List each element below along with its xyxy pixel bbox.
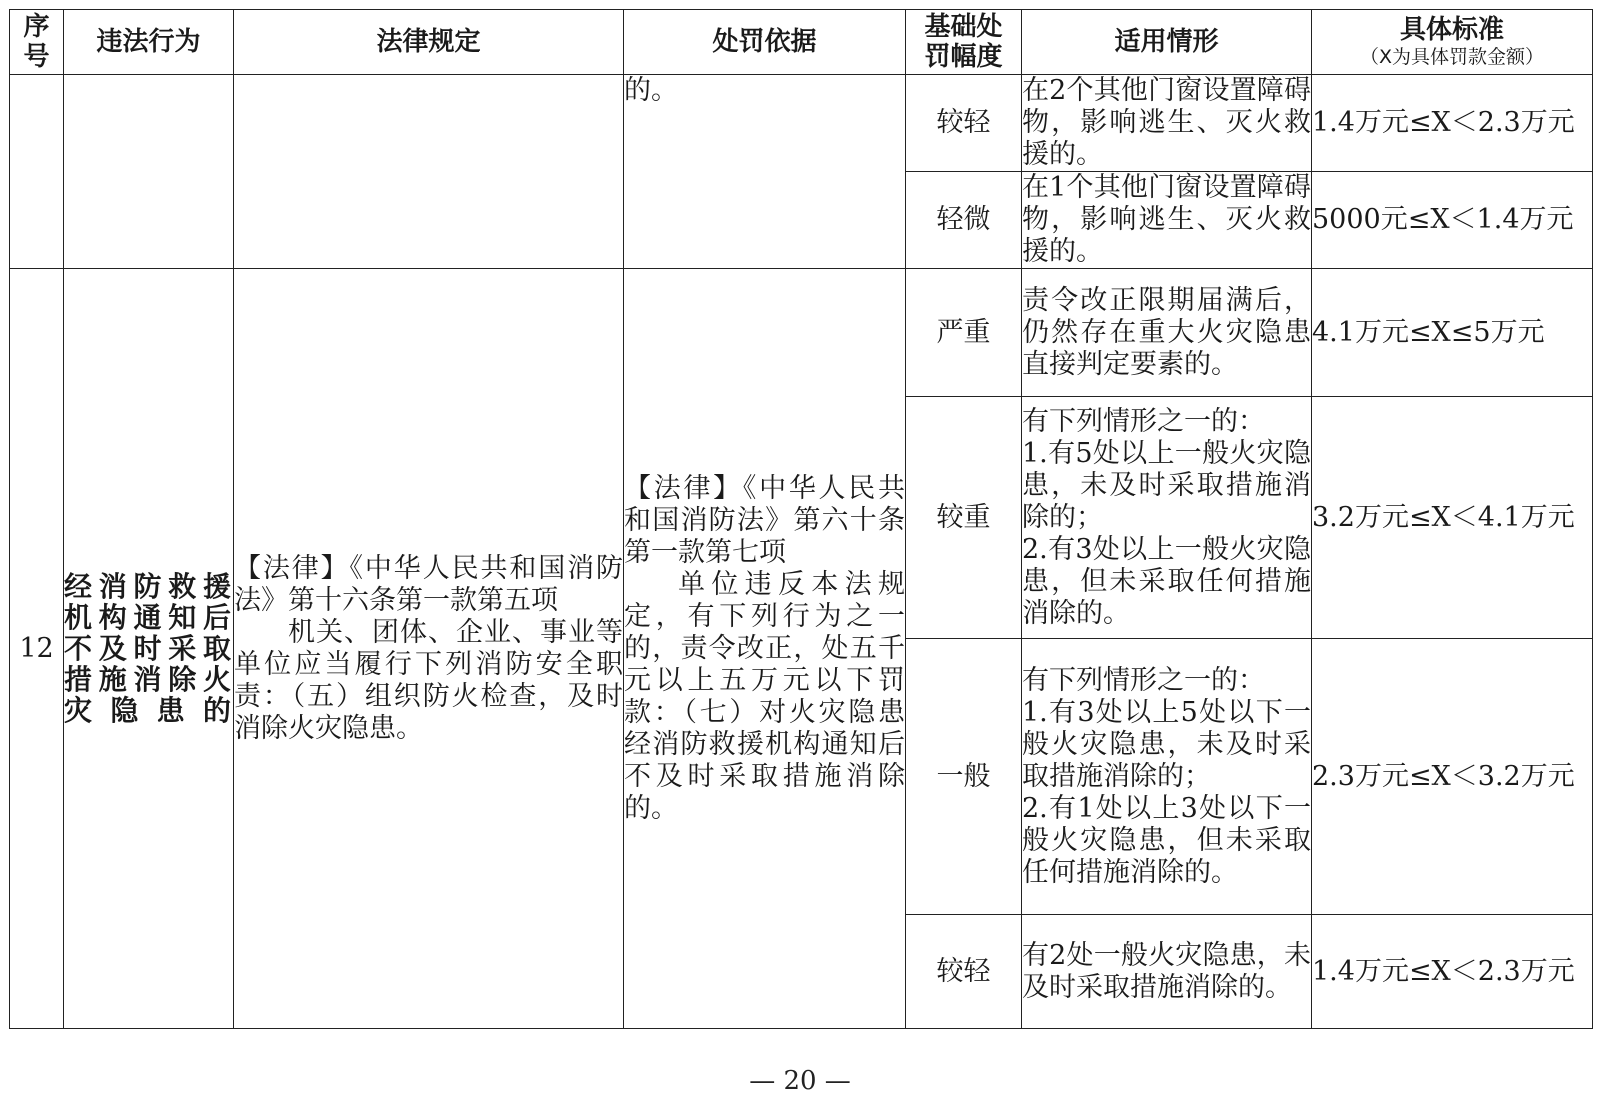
standard-cell: 4.1万元≤X≤5万元 <box>1312 269 1593 397</box>
legal-provision-ref: 【法律】《中华人民共和国消防法》第十六条第一款第五项 <box>234 552 623 616</box>
penalty-basis-text: 单位违反本法规定，有下列行为之一的，责令改正，处五千元以上五万元以下罚款：（七）对火灾隐患经消防救援机构通知后不及时采取措施消除的。 <box>624 568 905 824</box>
basis-continuation: 的。 <box>624 75 906 269</box>
level-cell: 较轻 <box>906 75 1022 172</box>
header-base-range: 基础处罚幅度 <box>906 10 1022 75</box>
standard-cell: 1.4万元≤X＜2.3万元 <box>1312 915 1593 1029</box>
situation-cell: 在1个其他门窗设置障碍物，影响逃生、灭火救援的。 <box>1022 172 1311 267</box>
level-cell: 较重 <box>906 397 1022 639</box>
page-number: — 20 — <box>749 1066 851 1096</box>
situation-cell: 有2处一般火灾隐患，未及时采取措施消除的。 <box>1022 915 1312 1029</box>
penalty-standards-table <box>9 9 1593 1029</box>
table-row <box>10 75 1593 172</box>
violation-cell-empty <box>64 75 234 269</box>
level-cell: 轻微 <box>906 172 1022 269</box>
situation-cell: 有下列情形之一的： 1.有5处以上一般火灾隐患，未及时采取措施消除的； 2.有3处以上一般火灾隐患，但未采取任何措施消除的。 <box>1022 397 1312 639</box>
level-cell: 严重 <box>906 269 1022 397</box>
law-cell-empty <box>234 75 624 269</box>
legal-provision <box>234 269 624 1029</box>
level-cell: 一般 <box>906 639 1022 915</box>
header-row <box>10 10 1593 75</box>
header-standard <box>1312 10 1593 75</box>
header-serial: 序号 <box>10 10 64 75</box>
header-standard-title: 具体标准 <box>1399 15 1504 45</box>
header-penalty-basis: 处罚依据 <box>624 10 906 75</box>
standard-cell: 3.2万元≤X＜4.1万元 <box>1312 397 1593 639</box>
table-row <box>10 269 1593 397</box>
level-cell: 较轻 <box>906 915 1022 1029</box>
serial-cell-empty <box>10 75 64 269</box>
violation-description: 经消防救援机构通知后不及时采取措施消除火灾隐患的 <box>64 269 234 1029</box>
penalty-basis-ref: 【法律】《中华人民共和国消防法》第六十条第一款第七项 <box>624 472 905 568</box>
situation-cell: 责令改正限期届满后，仍然存在重大火灾隐患直接判定要素的。 <box>1022 269 1312 397</box>
penalty-basis <box>624 269 906 1029</box>
situation-cell: 在2个其他门窗设置障碍物，影响逃生、灭火救援的。 <box>1022 75 1311 170</box>
legal-provision-text: 机关、团体、企业、事业等单位应当履行下列消防安全职责：（五）组织防火检查，及时消除火灾隐患。 <box>234 616 623 744</box>
situation-cell: 有下列情形之一的： 1.有3处以上5处以下一般火灾隐患，未及时采取措施消除的； 2.有1处以上3处以下一般火灾隐患，但未采取任何措施消除的。 <box>1022 639 1312 915</box>
standard-cell: 1.4万元≤X＜2.3万元 <box>1312 75 1593 172</box>
standard-cell: 2.3万元≤X＜3.2万元 <box>1312 639 1593 915</box>
standard-cell: 5000元≤X＜1.4万元 <box>1312 172 1593 269</box>
header-standard-subtitle: （X为具体罚款金额） <box>1359 46 1545 68</box>
header-situation: 适用情形 <box>1022 10 1312 75</box>
serial-number: 12 <box>10 269 64 1029</box>
header-violation: 违法行为 <box>64 10 234 75</box>
header-legal-provision: 法律规定 <box>234 10 624 75</box>
